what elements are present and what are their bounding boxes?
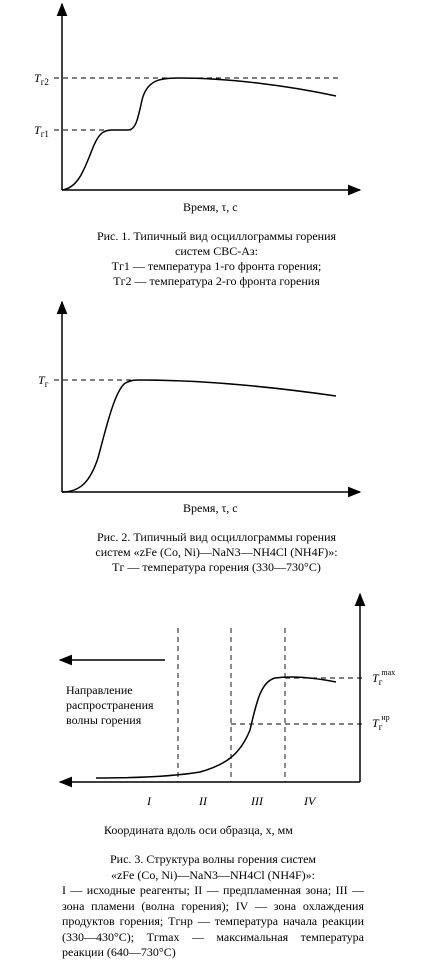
caption-line: систем СВС-Аз:: [175, 244, 258, 258]
zone-label-ii: II: [199, 794, 207, 808]
level-label-max: $T_г\max$: [372, 668, 396, 687]
zone-label-i: I: [147, 794, 151, 808]
caption-line: систем «zFe (Co, Ni)—NaN3—NH4Cl (NH4F)»:: [95, 545, 338, 559]
caption-line: Tг1 — температура 1-го фронта горения;: [111, 259, 322, 273]
direction-label-line: Направление: [66, 683, 133, 697]
figure-1-caption: [0, 229, 433, 289]
figure-2-caption: [0, 530, 433, 575]
caption-line: Рис. 3. Структура волны горения систем: [109, 852, 317, 866]
figure-1-plot: [0, 0, 433, 215]
caption-line: Рис. 1. Типичный вид осциллограммы горения: [96, 229, 337, 243]
caption-line: «zFe (Co, Ni)—NaN3—NH4Cl (NH4F)»:: [111, 867, 315, 882]
oscillogram-curve: [62, 78, 336, 190]
caption-body: I — исходные реагенты; II — предпламенная зона; III — зона пламени (волна горения); IV — зона охлаждения продуктов горения; Tгнр — температура начала реакции (330—430°C); Tгmax — максимальная температура реакции (640—730°C): [62, 883, 364, 959]
oscillogram-curve: [62, 380, 336, 492]
y-tick-tg: $T_г$: [38, 373, 49, 389]
x-axis-label: Время, τ, с: [183, 501, 238, 515]
direction-label-line: волны горения: [66, 713, 142, 727]
zone-label-iii: III: [251, 794, 263, 808]
figure-3-plot: [0, 590, 433, 840]
figure-2-plot: [0, 298, 433, 518]
caption-line: Tг2 — температура 2-го фронта горения: [113, 274, 320, 288]
x-axis-label: Координата вдоль оси образца, x, мм: [104, 823, 293, 837]
zone-label-iv: IV: [304, 794, 316, 808]
y-tick-tg1: $T_{г1}$: [34, 123, 49, 139]
x-axis-label: Время, τ, с: [183, 200, 238, 214]
y-tick-tg2: $T_{г2}$: [34, 71, 49, 87]
level-label-nr: $T_гнр$: [372, 713, 390, 732]
figure-3-caption: [62, 852, 364, 961]
caption-line: Рис. 2. Типичный вид осциллограммы горения: [96, 530, 337, 544]
caption-line: Tг — температура горения (330—730°C): [112, 560, 321, 574]
direction-label-line: распространения: [66, 698, 154, 712]
